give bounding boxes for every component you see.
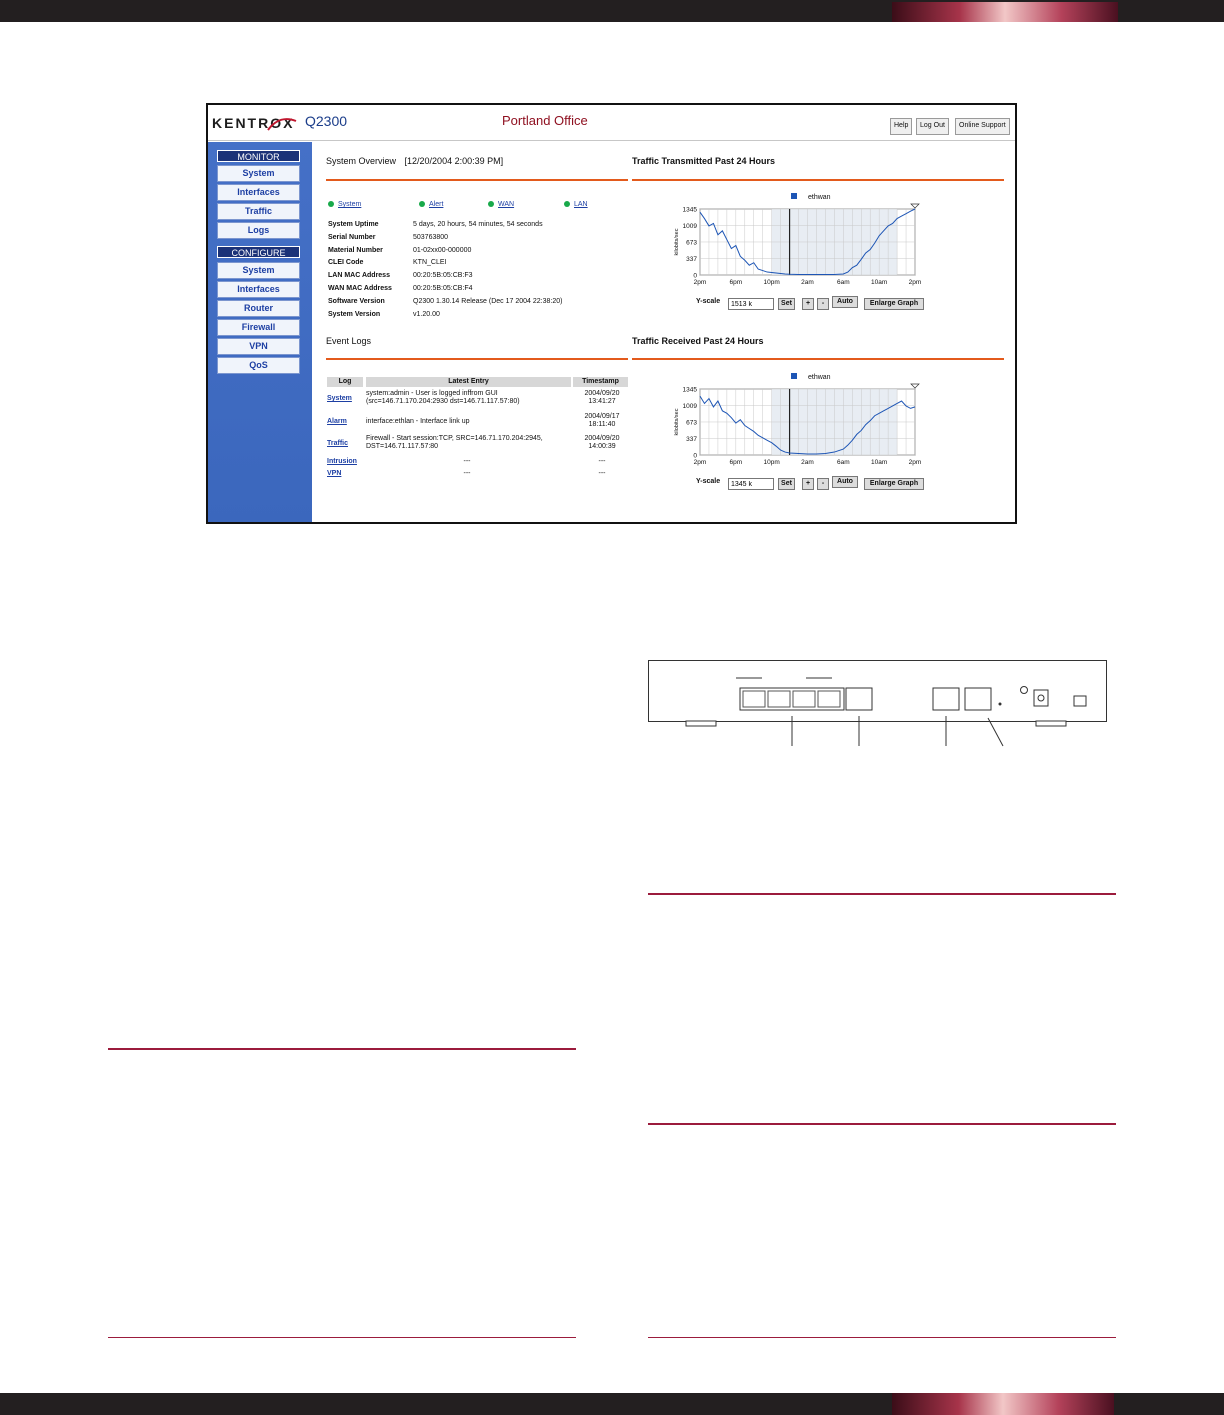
rx-yscale-input[interactable]: [728, 478, 774, 490]
log-entry-line: DST=146.71.117.57:80: [366, 443, 439, 450]
section-rule: [632, 179, 1004, 181]
log-date: 2004/09/17: [584, 413, 620, 420]
ground-terminal: [1074, 696, 1086, 706]
sidebar: [208, 142, 312, 524]
green-dot-icon: [488, 201, 494, 207]
x-tick-label: 2pm: [693, 279, 707, 286]
sidebar-item-configure-router[interactable]: Router: [217, 300, 300, 317]
y-axis-label: kilobits/sec: [674, 408, 680, 436]
log-time: 18:11:40: [588, 421, 616, 428]
overview-title-text: System Overview: [326, 156, 397, 166]
rx-traffic-chart: [670, 369, 935, 471]
info-label: System Version: [328, 311, 381, 318]
status-link-wan[interactable]: [488, 201, 514, 208]
y-tick-label: 337: [686, 255, 697, 263]
x-tick-label: 10pm: [763, 279, 780, 286]
current-time-marker: [911, 204, 919, 208]
help-button[interactable]: Help: [890, 118, 912, 135]
info-label: LAN MAC Address: [328, 272, 390, 279]
tx-minus-button[interactable]: -: [817, 298, 829, 310]
log-entry-line: interface:ethlan - Interface link up: [366, 418, 470, 425]
x-tick-label: 6pm: [729, 459, 743, 466]
info-label: System Uptime: [328, 221, 379, 228]
legend-label: ethwan: [808, 374, 831, 381]
tx-yscale-input[interactable]: [728, 298, 774, 310]
system-overview-title: [326, 156, 503, 166]
x-tick-label: 2am: [801, 279, 814, 286]
reset-pinhole: [999, 703, 1002, 706]
status-link-system[interactable]: [328, 201, 361, 208]
tx-enlarge-graph-button[interactable]: Enlarge Graph: [864, 298, 924, 310]
rear-panel-illustration: [648, 660, 1108, 750]
info-value: KTN_CLEI: [413, 259, 447, 266]
log-link-vpn[interactable]: VPN: [327, 470, 342, 477]
divider-rule: [108, 1048, 576, 1050]
sidebar-item-configure-system[interactable]: System: [217, 262, 300, 279]
rx-set-button[interactable]: Set: [778, 478, 795, 490]
web-ui-screenshot: [206, 103, 1017, 524]
log-timestamp: ---: [598, 458, 606, 465]
info-value: 5 days, 20 hours, 54 minutes, 54 seconds: [413, 221, 543, 228]
divider-rule: [648, 1123, 1116, 1125]
x-tick-label: 2am: [801, 459, 814, 466]
legend-swatch: [791, 373, 797, 379]
log-entry: [366, 418, 571, 426]
top-decoration: [892, 2, 1118, 22]
overview-timestamp: [12/20/2004 2:00:39 PM]: [404, 156, 504, 166]
info-label: Software Version: [328, 298, 385, 305]
info-label: Serial Number: [328, 234, 376, 241]
status-link-lan[interactable]: [564, 201, 588, 208]
divider-rule: [108, 1337, 576, 1338]
kentrox-logo: KENTROX: [212, 115, 295, 131]
log-link-intrusion[interactable]: Intrusion: [327, 458, 357, 465]
configure-section-label: CONFIGURE: [217, 246, 300, 258]
x-tick-label: 6am: [837, 279, 850, 286]
sidebar-item-configure-interfaces[interactable]: Interfaces: [217, 281, 300, 298]
legend-swatch: [791, 193, 797, 199]
log-entry: [366, 435, 571, 451]
info-value: 01-02xx00-000000: [413, 247, 472, 254]
x-tick-label: 2pm: [908, 459, 922, 466]
x-tick-label: 2pm: [908, 279, 922, 286]
sidebar-item-configure-vpn[interactable]: VPN: [217, 338, 300, 355]
chassis-foot: [686, 721, 716, 726]
log-date: 2004/09/20: [584, 390, 620, 397]
rx-minus-button[interactable]: -: [817, 478, 829, 490]
log-link-system[interactable]: System: [327, 395, 352, 402]
x-tick-label: 10am: [871, 279, 888, 286]
log-link-traffic[interactable]: Traffic: [327, 440, 349, 447]
power-jack-socket: [1038, 695, 1044, 701]
status-link-label: System: [338, 201, 362, 208]
log-timestamp: [577, 435, 627, 451]
divider-rule: [648, 893, 1116, 895]
y-tick-label: 673: [686, 239, 697, 247]
tx-traffic-chart: [670, 189, 935, 291]
green-dot-icon: [419, 201, 425, 207]
sidebar-item-monitor-interfaces[interactable]: Interfaces: [217, 184, 300, 201]
tx-set-button[interactable]: Set: [778, 298, 795, 310]
log-link-alarm[interactable]: Alarm: [327, 418, 347, 425]
x-tick-label: 10pm: [763, 459, 780, 466]
y-tick-label: 1345: [682, 206, 697, 214]
x-tick-label: 6am: [837, 459, 850, 466]
sidebar-item-monitor-logs[interactable]: Logs: [217, 222, 300, 239]
tx-auto-button[interactable]: Auto: [832, 296, 858, 308]
info-label: CLEI Code: [328, 259, 364, 266]
y-tick-label: 1345: [682, 386, 697, 394]
log-time: 13:41:27: [588, 398, 616, 405]
y-tick-label: 0: [693, 452, 697, 460]
log-entry: [366, 390, 571, 406]
info-label: WAN MAC Address: [328, 285, 392, 292]
location-title: Portland Office: [502, 113, 588, 128]
app-header: [208, 105, 1015, 141]
table-header-timestamp: Timestamp: [573, 377, 628, 387]
x-tick-label: 10am: [871, 459, 888, 466]
x-tick-label: 2pm: [693, 459, 707, 466]
sidebar-item-monitor-traffic[interactable]: Traffic: [217, 203, 300, 220]
yscale-label: Y-scale: [696, 478, 721, 485]
info-value: v1.20.00: [413, 311, 440, 318]
y-tick-label: 337: [686, 435, 697, 443]
current-time-marker: [911, 384, 919, 388]
lan-port-3: [793, 691, 815, 707]
y-tick-label: 0: [693, 272, 697, 280]
status-link-label: WAN: [498, 201, 515, 208]
wan-port: [933, 688, 959, 710]
log-entry-line: Firewall - Start session:TCP, SRC=146.71.170.204:2945,: [366, 435, 543, 442]
green-dot-icon: [564, 201, 570, 207]
x-tick-label: 6pm: [729, 279, 743, 286]
callout-line: [988, 718, 1003, 746]
table-header-log: Log: [327, 377, 363, 387]
log-timestamp: [577, 390, 627, 406]
monitor-section-label: MONITOR: [217, 150, 300, 162]
log-timestamp: ---: [598, 470, 606, 477]
green-dot-icon: [328, 201, 334, 207]
log-entry-line: system:admin - User is logged inffrom GUI: [366, 390, 498, 397]
model-name: Q2300: [305, 113, 348, 129]
status-link-alert[interactable]: [419, 201, 443, 208]
sidebar-item-monitor-system[interactable]: System: [217, 165, 300, 182]
console-port: [965, 688, 991, 710]
status-link-label: LAN: [574, 201, 588, 208]
table-header-latest-entry: Latest Entry: [366, 377, 571, 387]
log-entry-line: (src=146.71.170.204:2930 dst=146.71.117.57:80): [366, 398, 520, 405]
info-value: 00:20:5B:05:CB:F3: [413, 272, 473, 279]
section-rule: [326, 358, 628, 360]
log-entry: ---: [463, 470, 471, 477]
tx-plus-button[interactable]: +: [802, 298, 814, 310]
event-logs-title: Event Logs: [326, 336, 372, 346]
sidebar-item-configure-firewall[interactable]: Firewall: [217, 319, 300, 336]
chassis-foot: [1036, 721, 1066, 726]
y-tick-label: 1009: [682, 402, 697, 410]
log-timestamp: [577, 413, 627, 429]
lan-port-2: [768, 691, 790, 707]
bottom-decoration: [892, 1393, 1114, 1415]
tx-chart-title: Traffic Transmitted Past 24 Hours: [632, 156, 776, 166]
lan-port-4: [818, 691, 840, 707]
log-date: 2004/09/20: [584, 435, 620, 442]
log-time: 14:00:39: [588, 443, 616, 450]
info-label: Material Number: [328, 247, 383, 254]
rx-enlarge-graph-button[interactable]: Enlarge Graph: [864, 478, 924, 490]
power-led: [1021, 687, 1028, 694]
info-value: Q2300 1.30.14 Release (Dec 17 2004 22:38:20): [413, 298, 563, 305]
rx-plus-button[interactable]: +: [802, 478, 814, 490]
legend-label: ethwan: [808, 194, 831, 201]
logo-swoosh-icon: [266, 115, 298, 133]
info-value: 503763800: [413, 234, 449, 241]
yscale-label: Y-scale: [696, 298, 721, 305]
rx-auto-button[interactable]: Auto: [832, 476, 858, 488]
info-value: 00:20:5B:05:CB:F4: [413, 285, 473, 292]
y-tick-label: 673: [686, 419, 697, 427]
logout-button[interactable]: Log Out: [916, 118, 949, 135]
status-link-label: Alert: [429, 201, 444, 208]
log-entry: ---: [463, 458, 471, 465]
online-support-button[interactable]: Online Support: [955, 118, 1010, 135]
sidebar-item-configure-qos[interactable]: QoS: [217, 357, 300, 374]
y-tick-label: 1009: [682, 222, 697, 230]
divider-rule: [648, 1337, 1116, 1338]
dmz-port: [846, 688, 872, 710]
y-axis-label: kilobits/sec: [674, 228, 680, 256]
section-rule: [632, 358, 1004, 360]
lan-port-1: [743, 691, 765, 707]
section-rule: [326, 179, 628, 181]
rx-chart-title: Traffic Received Past 24 Hours: [632, 336, 764, 346]
